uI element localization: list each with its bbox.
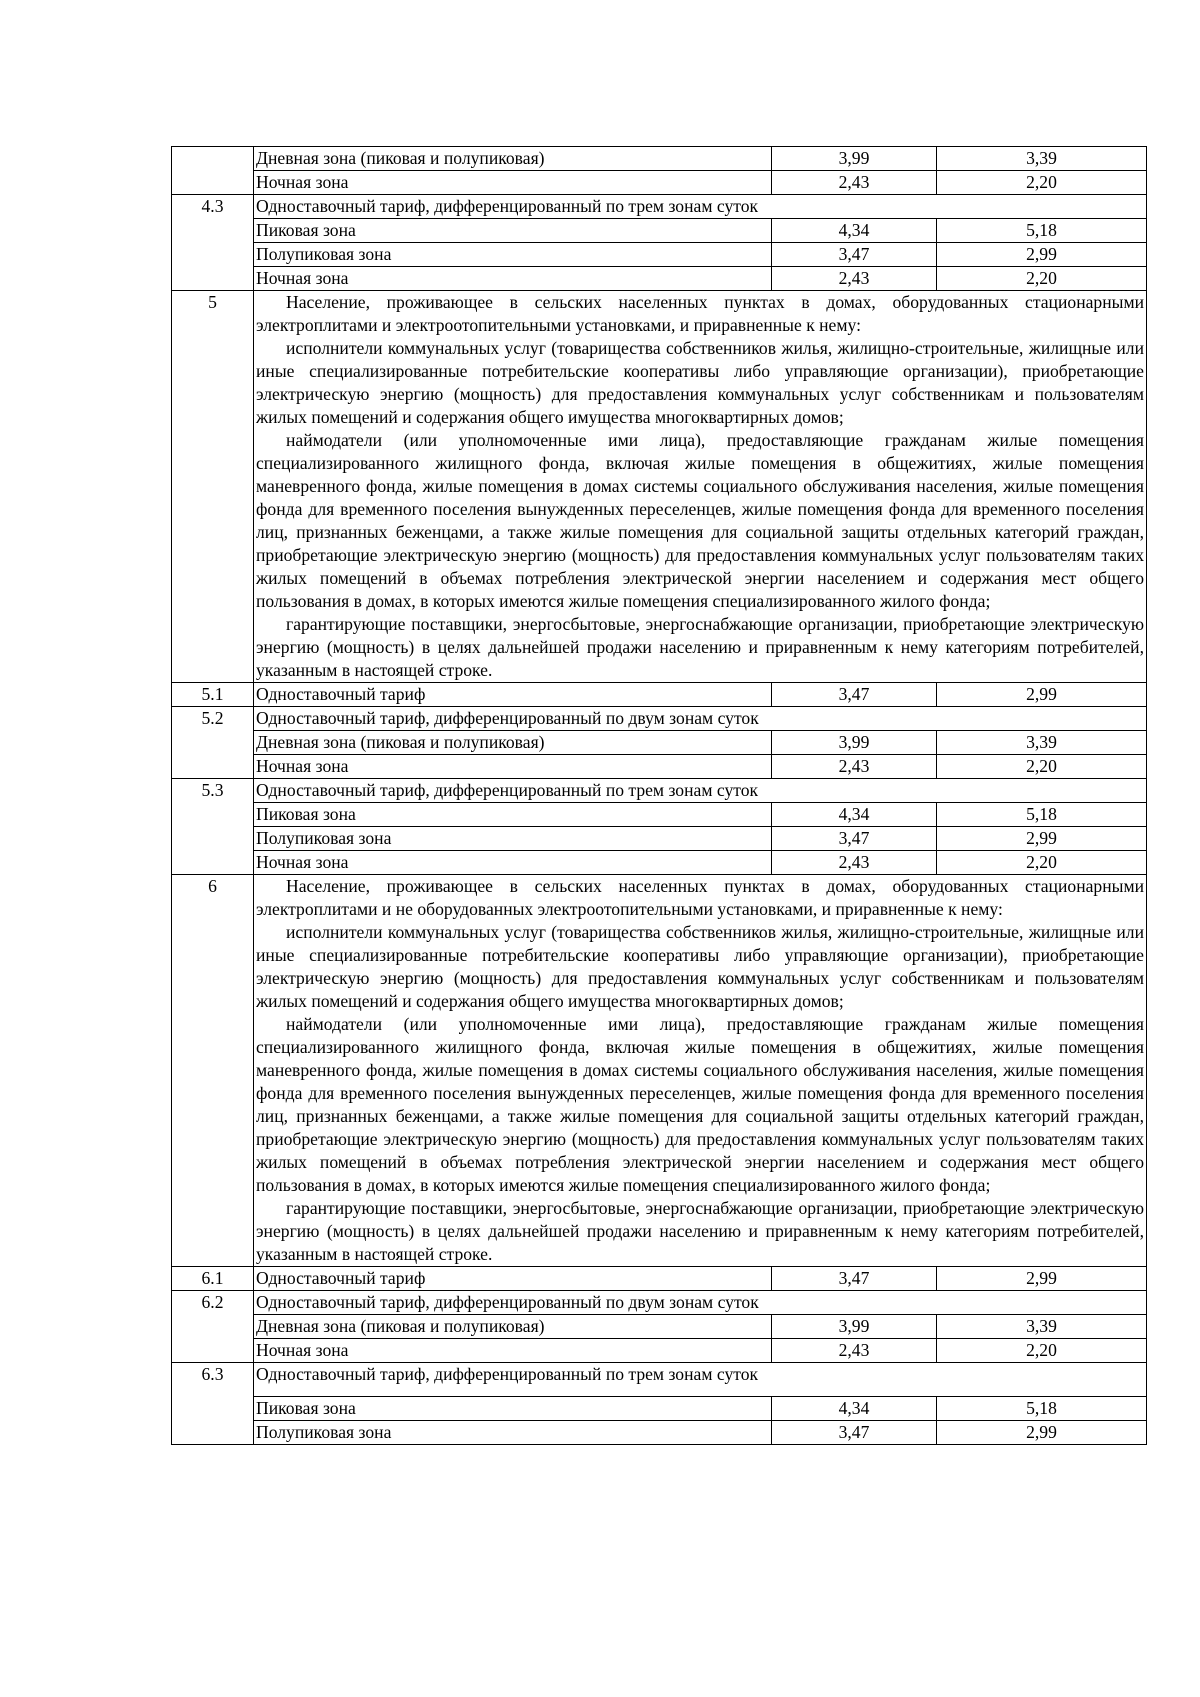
row-number: 5.2: [172, 707, 254, 731]
row-number: [172, 731, 254, 755]
row-number: [172, 803, 254, 827]
tariff-value-1: 4,34: [772, 219, 937, 243]
row-label: Пиковая зона: [254, 219, 772, 243]
tariff-value-1: 2,43: [772, 1339, 937, 1363]
description-paragraph: исполнители коммунальных услуг (товарищества собственников жилья, жилищно-строительные, жилищные или иные специализированные потребительские кооперативы либо управляющие организации), приобретающие электрическую энергию (мощность) для предоставления коммунальных услуг собственникам и пользователям жилых помещений и содержания общего имущества многоквартирных домов;: [256, 338, 1144, 427]
tariff-value-1: 4,34: [772, 1397, 937, 1421]
row-label: Ночная зона: [254, 267, 772, 291]
row-number: 6: [172, 875, 254, 1267]
tariff-value-2: 2,20: [937, 171, 1147, 195]
row-number: 6.3: [172, 1363, 254, 1397]
row-heading: Одноставочный тариф, дифференцированный по трем зонам суток: [254, 195, 1147, 219]
category-description: [254, 875, 1147, 1267]
table-row: [172, 243, 1147, 267]
row-number: [172, 1315, 254, 1339]
table-row: [172, 683, 1147, 707]
tariff-value-2: 5,18: [937, 803, 1147, 827]
table-row: [172, 1339, 1147, 1363]
row-number: 5.1: [172, 683, 254, 707]
table-row: [172, 219, 1147, 243]
row-number: [172, 1397, 254, 1421]
tariff-value-1: 3,99: [772, 147, 937, 171]
table-row: [172, 707, 1147, 731]
tariff-value-2: 5,18: [937, 1397, 1147, 1421]
table-row: [172, 267, 1147, 291]
tariff-value-1: 3,99: [772, 1315, 937, 1339]
row-label: Одноставочный тариф: [254, 683, 772, 707]
row-number: [172, 1421, 254, 1445]
table-row: [172, 755, 1147, 779]
tariff-value-2: 2,99: [937, 683, 1147, 707]
row-label: Дневная зона (пиковая и полупиковая): [254, 731, 772, 755]
table-row: [172, 1291, 1147, 1315]
row-label: Полупиковая зона: [254, 827, 772, 851]
table-row: [172, 1421, 1147, 1445]
table-row: [172, 851, 1147, 875]
row-number: [172, 1339, 254, 1363]
tariff-value-2: 2,20: [937, 1339, 1147, 1363]
row-label: Ночная зона: [254, 755, 772, 779]
table-row: [172, 1363, 1147, 1397]
row-number: 6.1: [172, 1267, 254, 1291]
tariff-value-2: 3,39: [937, 731, 1147, 755]
table-row: [172, 1315, 1147, 1339]
tariff-value-1: 2,43: [772, 755, 937, 779]
row-heading: Одноставочный тариф, дифференцированный по трем зонам суток: [254, 779, 1147, 803]
row-heading: Одноставочный тариф, дифференцированный по трем зонам суток: [254, 1363, 1147, 1397]
description-paragraph: Население, проживающее в сельских населенных пунктах в домах, оборудованных стационарными электроплитами и электроотопительными установками, и приравненные к нему:: [256, 292, 1144, 335]
tariff-value-1: 2,43: [772, 851, 937, 875]
tariff-value-2: 2,99: [937, 827, 1147, 851]
tariff-value-2: 2,99: [937, 243, 1147, 267]
row-label: Дневная зона (пиковая и полупиковая): [254, 147, 772, 171]
tariff-value-2: 5,18: [937, 219, 1147, 243]
tariff-value-2: 2,99: [937, 1421, 1147, 1445]
description-paragraph: наймодатели (или уполномоченные ими лица), предоставляющие гражданам жилые помещения специализированного жилищного фонда, включая жилые помещения в общежитиях, жилые помещения маневренного фонда, жилые помещения в домах системы социального обслуживания населения, жилые помещения фонда для временного поселения вынужденных переселенцев, жилые помещения фонда для временного поселения лиц, признанных беженцами, а также жилые помещения для социальной защиты отдельных категорий граждан, приобретающие электрическую энергию (мощность) для предоставления коммунальных услуг пользователям таких жилых помещений в объемах потребления электрической энергии населением и содержания мест общего пользования в домах, в которых имеются жилые помещения специализированного жилого фонда;: [256, 430, 1144, 611]
tariff-table: [171, 146, 1147, 1445]
description-paragraph: исполнители коммунальных услуг (товарищества собственников жилья, жилищно-строительные, жилищные или иные специализированные потребительские кооперативы либо управляющие организации), приобретающие электрическую энергию (мощность) для предоставления коммунальных услуг собственникам и пользователям жилых помещений и содержания общего имущества многоквартирных домов;: [256, 922, 1144, 1011]
table-row: [172, 1267, 1147, 1291]
tariff-value-1: 3,47: [772, 827, 937, 851]
row-label: Пиковая зона: [254, 1397, 772, 1421]
description-paragraph: Население, проживающее в сельских населенных пунктах в домах, оборудованных стационарными электроплитами и не оборудованных электроотопительными установками, и приравненные к нему:: [256, 876, 1144, 919]
row-heading: Одноставочный тариф, дифференцированный по двум зонам суток: [254, 707, 1147, 731]
row-label: Дневная зона (пиковая и полупиковая): [254, 1315, 772, 1339]
row-number: 4.3: [172, 195, 254, 219]
tariff-value-1: 3,47: [772, 1267, 937, 1291]
row-number: 5: [172, 291, 254, 683]
tariff-value-1: 3,47: [772, 683, 937, 707]
table-row: [172, 195, 1147, 219]
tariff-value-2: 2,20: [937, 755, 1147, 779]
table-row: [172, 803, 1147, 827]
table-row: [172, 779, 1147, 803]
tariff-value-1: 4,34: [772, 803, 937, 827]
row-label: Одноставочный тариф: [254, 1267, 772, 1291]
row-label: Полупиковая зона: [254, 243, 772, 267]
table-row: [172, 147, 1147, 171]
tariff-value-2: 2,20: [937, 851, 1147, 875]
row-label: Ночная зона: [254, 851, 772, 875]
table-row: [172, 291, 1147, 683]
row-number: 6.2: [172, 1291, 254, 1315]
row-number: [172, 243, 254, 267]
description-paragraph: гарантирующие поставщики, энергосбытовые, энергоснабжающие организации, приобретающие электрическую энергию (мощность) в целях дальнейшей продажи населению и приравненным к нему категориям потребителей, указанным в настоящей строке.: [256, 614, 1144, 680]
tariff-value-1: 2,43: [772, 171, 937, 195]
row-number: [172, 171, 254, 195]
tariff-value-1: 3,99: [772, 731, 937, 755]
category-description: [254, 291, 1147, 683]
tariff-value-1: 2,43: [772, 267, 937, 291]
tariff-value-1: 3,47: [772, 243, 937, 267]
row-label: Пиковая зона: [254, 803, 772, 827]
table-row: [172, 827, 1147, 851]
row-label: Ночная зона: [254, 171, 772, 195]
row-number: [172, 147, 254, 171]
description-paragraph: гарантирующие поставщики, энергосбытовые, энергоснабжающие организации, приобретающие электрическую энергию (мощность) в целях дальнейшей продажи населению и приравненным к нему категориям потребителей, указанным в настоящей строке.: [256, 1198, 1144, 1264]
row-number: [172, 851, 254, 875]
row-number: [172, 267, 254, 291]
table-row: [172, 1397, 1147, 1421]
table-row: [172, 731, 1147, 755]
row-number: 5.3: [172, 779, 254, 803]
row-number: [172, 755, 254, 779]
tariff-value-1: 3,47: [772, 1421, 937, 1445]
row-label: Полупиковая зона: [254, 1421, 772, 1445]
description-paragraph: наймодатели (или уполномоченные ими лица), предоставляющие гражданам жилые помещения специализированного жилищного фонда, включая жилые помещения в общежитиях, жилые помещения маневренного фонда, жилые помещения в домах системы социального обслуживания населения, жилые помещения фонда для временного поселения вынужденных переселенцев, жилые помещения фонда для временного поселения лиц, признанных беженцами, а также жилые помещения для социальной защиты отдельных категорий граждан, приобретающие электрическую энергию (мощность) для предоставления коммунальных услуг пользователям таких жилых помещений в объемах потребления электрической энергии населением и содержания мест общего пользования в домах, в которых имеются жилые помещения специализированного жилого фонда;: [256, 1014, 1144, 1195]
row-heading: Одноставочный тариф, дифференцированный по двум зонам суток: [254, 1291, 1147, 1315]
row-number: [172, 219, 254, 243]
tariff-value-2: 2,99: [937, 1267, 1147, 1291]
tariff-value-2: 3,39: [937, 1315, 1147, 1339]
row-number: [172, 827, 254, 851]
table-row: [172, 171, 1147, 195]
table-row: [172, 875, 1147, 1267]
row-label: Ночная зона: [254, 1339, 772, 1363]
tariff-value-2: 2,20: [937, 267, 1147, 291]
tariff-value-2: 3,39: [937, 147, 1147, 171]
